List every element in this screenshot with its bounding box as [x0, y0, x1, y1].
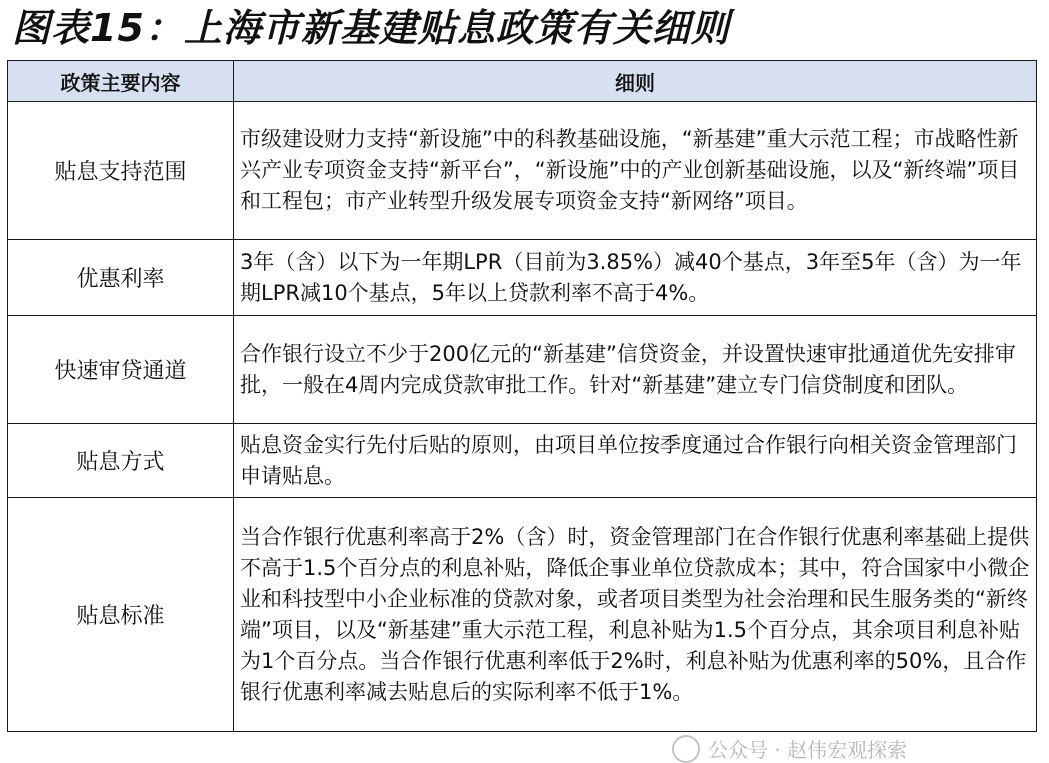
watermark: [672, 734, 907, 763]
row-detail: 贴息资金实行先付后贴的原则，由项目单位按季度通过合作银行向相关资金管理部门申请贴息。: [234, 424, 1037, 498]
watermark-text: 公众号 · 赵伟宏观探索: [708, 738, 908, 762]
row-label: 贴息方式: [8, 424, 234, 498]
table-row: [8, 102, 1037, 240]
row-detail: 3年（含）以下为一年期LPR（目前为3.85%）减40个基点，3年至5年（含）为一年期LPR减10个基点，5年以上贷款利率不高于4%。: [234, 240, 1037, 316]
row-label: 贴息标准: [8, 498, 234, 732]
row-detail: 市级建设财力支持“新设施”中的科教基础设施，“新基建”重大示范工程；市战略性新兴产业专项资金支持“新平台”，“新设施”中的产业创新基础设施，以及“新终端”项目和工程包；市产业转型升级发展专项资金支持“新网络”项目。: [234, 102, 1037, 240]
table-row: [8, 316, 1037, 424]
policy-table: [7, 60, 1037, 732]
policy-table-container: [7, 60, 1037, 732]
row-label: 优惠利率: [8, 240, 234, 316]
figure-title: 图表15：上海市新基建贴息政策有关细则: [12, 6, 730, 50]
row-label: 快速审贷通道: [8, 316, 234, 424]
table-row: [8, 240, 1037, 316]
row-label: 贴息支持范围: [8, 102, 234, 240]
header-detail: 细则: [234, 61, 1037, 102]
header-policy-content: 政策主要内容: [8, 61, 234, 102]
row-detail: 合作银行设立不少于200亿元的“新基建”信贷资金，并设置快速审批通道优先安排审批，一般在4周内完成贷款审批工作。针对“新基建”建立专门信贷制度和团队。: [234, 316, 1037, 424]
row-detail: 当合作银行优惠利率高于2%（含）时，资金管理部门在合作银行优惠利率基础上提供不高于1.5个百分点的利息补贴，降低企事业单位贷款成本；其中，符合国家中小微企业和科技型中小企业标准的贷款对象，或者项目类型为社会治理和民生服务类的“新终端”项目，以及“新基建”重大示范工程，利息补贴为1.5个百分点，其余项目利息补贴为1个百分点。当合作银行优惠利率低于2%时，利息补贴为优惠利率的50%，且合作银行优惠利率减去贴息后的实际利率不低于1%。: [234, 498, 1037, 732]
table-header-row: [8, 61, 1037, 102]
table-row: [8, 424, 1037, 498]
table-row: [8, 498, 1037, 732]
wechat-logo-icon: [672, 735, 700, 763]
